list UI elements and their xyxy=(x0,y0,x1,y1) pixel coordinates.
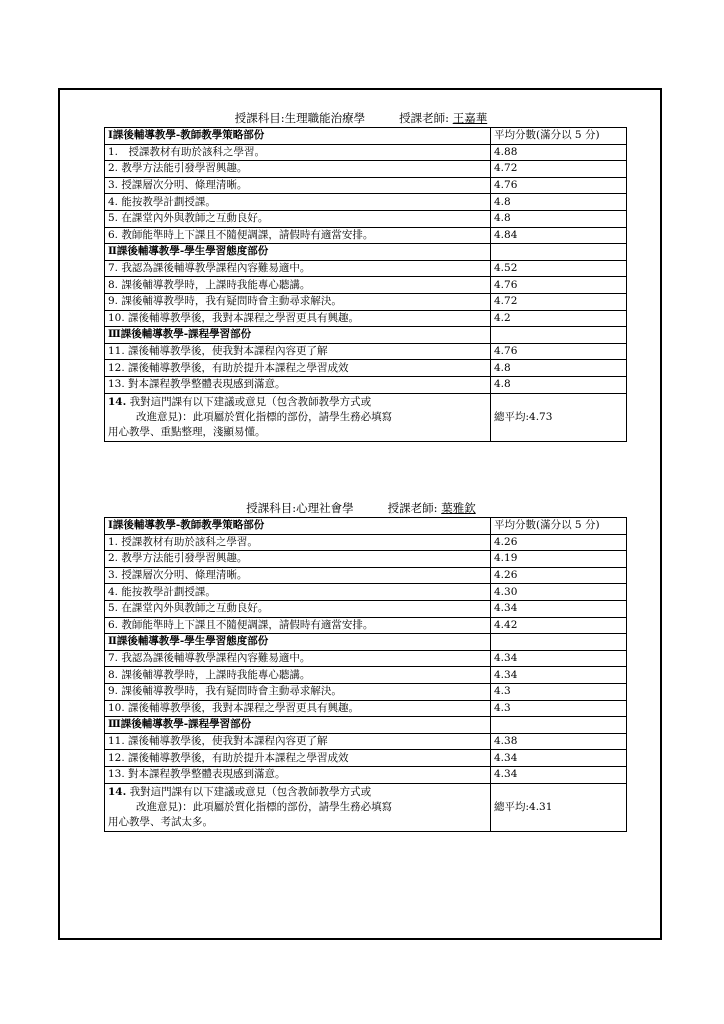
section-title: Ⅰ課後輔導教學-教師教學策略部份 xyxy=(105,518,491,535)
teacher-name: 王嘉華 xyxy=(452,111,488,125)
score-value: 4.8 xyxy=(491,194,627,211)
score-value: 4.34 xyxy=(491,667,627,684)
section-title: Ⅰ課後輔導教學-教師教學策略部份 xyxy=(105,128,491,145)
course-heading xyxy=(104,500,618,517)
overall-average: 總平均:4.73 xyxy=(491,393,627,441)
question-text: 2. 教學方法能引發學習興趣。 xyxy=(105,551,491,568)
question-text: 7. 我認為課後輔導教學課程內容難易適中。 xyxy=(105,650,491,667)
question-text: 6. 教師能準時上下課且不隨便調課，請假時有適當安排。 xyxy=(105,227,491,244)
question-text: 5. 在課堂內外與教師之互動良好。 xyxy=(105,210,491,227)
table-row xyxy=(105,360,627,377)
table-row xyxy=(105,766,627,783)
table-row xyxy=(105,600,627,617)
question-text: 3. 授課層次分明、條理清晰。 xyxy=(105,567,491,584)
comment-number: 14. xyxy=(108,395,127,408)
score-column-header: 平均分數(滿分以 5 分) xyxy=(491,518,627,535)
subject-label: 授課科目:生理職能治療學 xyxy=(234,111,366,125)
score-value: 4.3 xyxy=(491,683,627,700)
question-text: 9. 課後輔導教學時，我有疑問時會主動尋求解決。 xyxy=(105,683,491,700)
comment-response: 用心教學、重點整理，淺顯易懂。 xyxy=(108,425,266,438)
question-text: 5. 在課堂內外與教師之互動良好。 xyxy=(105,600,491,617)
overall-average: 總平均:4.31 xyxy=(491,783,627,831)
section-title: Ⅱ課後輔導教學-學生學習態度部份 xyxy=(105,634,491,651)
teacher-label: 授課老師: xyxy=(399,111,450,125)
section-header-row xyxy=(105,327,627,344)
evaluation-table xyxy=(104,127,627,442)
score-value: 4.76 xyxy=(491,343,627,360)
comment-cell xyxy=(105,393,491,441)
question-text: 10. 課後輔導教學後，我對本課程之學習更具有興趣。 xyxy=(105,700,491,717)
score-value: 4.8 xyxy=(491,360,627,377)
table-row xyxy=(105,650,627,667)
table-row xyxy=(105,750,627,767)
table-row xyxy=(105,617,627,634)
question-text: 11. 課後輔導教學後，使我對本課程內容更了解 xyxy=(105,343,491,360)
score-value: 4.26 xyxy=(491,534,627,551)
table-row xyxy=(105,210,627,227)
table-row xyxy=(105,310,627,327)
question-text: 13. 對本課程教學整體表現感到滿意。 xyxy=(105,766,491,783)
course-heading xyxy=(104,110,618,127)
score-value: 4.3 xyxy=(491,700,627,717)
question-text: 3. 授課層次分明、條理清晰。 xyxy=(105,177,491,194)
score-value: 4.52 xyxy=(491,260,627,277)
table-row xyxy=(105,227,627,244)
evaluation-block-1 xyxy=(104,110,618,442)
question-text: 11. 課後輔導教學後，使我對本課程內容更了解 xyxy=(105,733,491,750)
table-row xyxy=(105,584,627,601)
comment-response: 用心教學、考試太多。 xyxy=(108,815,213,828)
question-text: 2. 教學方法能引發學習興趣。 xyxy=(105,161,491,178)
teacher-label: 授課老師: xyxy=(387,501,438,515)
section-title: Ⅲ課後輔導教學-課程學習部份 xyxy=(105,327,491,344)
score-value: 4.76 xyxy=(491,277,627,294)
comment-prompt-line2: 改進意見)：此項屬於質化指標的部份，請學生務必填寫 xyxy=(136,410,393,423)
score-value: 4.19 xyxy=(491,551,627,568)
table-row xyxy=(105,293,627,310)
question-text: 7. 我認為課後輔導教學課程內容難易適中。 xyxy=(105,260,491,277)
score-value: 4.26 xyxy=(491,567,627,584)
table-row xyxy=(105,700,627,717)
question-text: 9. 課後輔導教學時，我有疑問時會主動尋求解決。 xyxy=(105,293,491,310)
comment-number: 14. xyxy=(108,785,127,798)
section-header-row xyxy=(105,244,627,261)
section-title: Ⅲ課後輔導教學-課程學習部份 xyxy=(105,717,491,734)
comment-row xyxy=(105,783,627,831)
comment-prompt-line1: 我對這門課有以下建議或意見（包含教師教學方式或 xyxy=(129,785,372,798)
section-header-row xyxy=(105,634,627,651)
score-value: 4.88 xyxy=(491,144,627,161)
table-row xyxy=(105,534,627,551)
table-row xyxy=(105,194,627,211)
score-value: 4.76 xyxy=(491,177,627,194)
evaluation-block-2 xyxy=(104,500,618,832)
question-text: 12. 課後輔導教學後，有助於提升本課程之學習成效 xyxy=(105,360,491,377)
table-row xyxy=(105,260,627,277)
score-value: 4.42 xyxy=(491,617,627,634)
question-text: 1. 授課教材有助於該科之學習。 xyxy=(105,534,491,551)
question-text: 6. 教師能準時上下課且不隨便調課，請假時有適當安排。 xyxy=(105,617,491,634)
comment-prompt-line1: 我對這門課有以下建議或意見（包含教師教學方式或 xyxy=(129,395,372,408)
score-value: 4.34 xyxy=(491,766,627,783)
table-row xyxy=(105,567,627,584)
score-value: 4.84 xyxy=(491,227,627,244)
score-value: 4.34 xyxy=(491,650,627,667)
score-value: 4.38 xyxy=(491,733,627,750)
score-value: 4.34 xyxy=(491,750,627,767)
table-row xyxy=(105,277,627,294)
table-row xyxy=(105,144,627,161)
score-value: 4.8 xyxy=(491,376,627,393)
comment-row xyxy=(105,393,627,441)
score-value: 4.72 xyxy=(491,161,627,178)
score-value: 4.30 xyxy=(491,584,627,601)
question-text: 13. 對本課程教學整體表現感到滿意。 xyxy=(105,376,491,393)
subject-label: 授課科目:心理社會學 xyxy=(246,501,354,515)
table-row xyxy=(105,343,627,360)
table-row xyxy=(105,683,627,700)
question-text: 8. 課後輔導教學時，上課時我能專心聽講。 xyxy=(105,277,491,294)
score-value: 4.8 xyxy=(491,210,627,227)
table-row xyxy=(105,667,627,684)
section-header-row xyxy=(105,128,627,145)
score-value: 4.34 xyxy=(491,600,627,617)
section-header-row xyxy=(105,518,627,535)
evaluation-table xyxy=(104,517,627,832)
question-text: 1. 授課教材有助於該科之學習。 xyxy=(105,144,491,161)
comment-cell xyxy=(105,783,491,831)
table-row xyxy=(105,177,627,194)
table-row xyxy=(105,733,627,750)
question-text: 4. 能按教學計劃授課。 xyxy=(105,194,491,211)
question-text: 4. 能按教學計劃授課。 xyxy=(105,584,491,601)
score-column-header: 平均分數(滿分以 5 分) xyxy=(491,128,627,145)
score-value: 4.72 xyxy=(491,293,627,310)
section-title: Ⅱ課後輔導教學-學生學習態度部份 xyxy=(105,244,491,261)
table-row xyxy=(105,551,627,568)
table-row xyxy=(105,161,627,178)
comment-prompt-line2: 改進意見)：此項屬於質化指標的部份，請學生務必填寫 xyxy=(136,800,393,813)
score-value: 4.2 xyxy=(491,310,627,327)
teacher-name: 葉雅欽 xyxy=(441,501,476,515)
question-text: 10. 課後輔導教學後，我對本課程之學習更具有興趣。 xyxy=(105,310,491,327)
question-text: 8. 課後輔導教學時，上課時我能專心聽講。 xyxy=(105,667,491,684)
table-row xyxy=(105,376,627,393)
question-text: 12. 課後輔導教學後，有助於提升本課程之學習成效 xyxy=(105,750,491,767)
section-header-row xyxy=(105,717,627,734)
